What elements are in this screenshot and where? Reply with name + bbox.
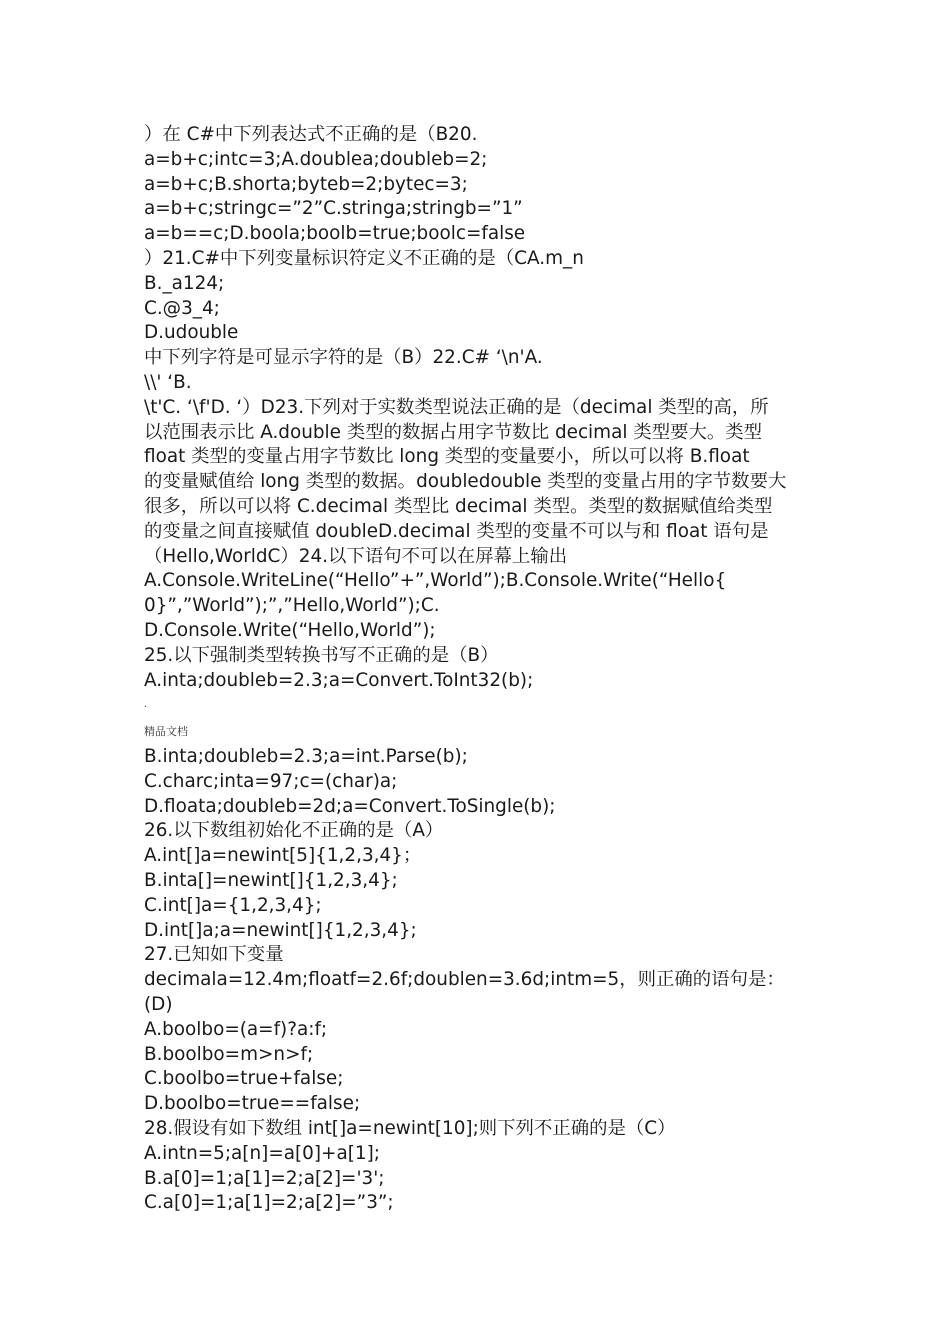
page-break-dot: .: [144, 699, 148, 710]
text-line: a=b+c;stringc=”2”C.stringa;stringb=”1”: [144, 198, 523, 220]
text-line: (D): [144, 993, 173, 1015]
text-line: C.a[0]=1;a[1]=2;a[2]=”3”;: [144, 1192, 394, 1214]
text-line: D.Console.Write(“Hello,World”);: [144, 619, 436, 641]
text-line: D.int[]a;a=newint[]{1,2,3,4};: [144, 919, 417, 941]
text-line: B.inta[]=newint[]{1,2,3,4};: [144, 869, 398, 891]
text-line: 26.以下数组初始化不正确的是（A）: [144, 820, 444, 842]
text-line: \t'C. ‘\f'D. ‘）D23.下列对于实数类型说法正确的是（decimal 类型的高，所: [144, 396, 769, 418]
text-line: \\' ‘B.: [144, 371, 192, 393]
text-line: A.int[]a=newint[5]{1,2,3,4}；: [144, 845, 422, 867]
text-line: 27.已知如下变量: [144, 944, 284, 966]
text-block-top: [144, 123, 816, 693]
text-line: A.Console.WriteLine(“Hello”+”,World”);B.Console.Write(“Hello{: [144, 570, 727, 592]
text-line: A.boolbo=(a=f)?a:f;: [144, 1018, 328, 1040]
text-line: 0}”,”World”);”,”Hello,World”);C.: [144, 595, 440, 617]
text-line: 很多，所以可以将 C.decimal 类型比 decimal 类型。类型的数据赋值给类型: [144, 495, 773, 517]
text-line: D.udouble: [144, 322, 239, 344]
text-line: B.a[0]=1;a[1]=2;a[2]='3';: [144, 1167, 385, 1189]
text-line: a=b+c;B.shorta;byteb=2;bytec=3;: [144, 173, 468, 195]
text-line: 的变量赋值给 long 类型的数据。doubledouble 类型的变量占用的字节数要大: [144, 471, 787, 493]
text-line: D.boolbo=true==false;: [144, 1093, 361, 1115]
text-line: C.charc;inta=97;c=(char)a;: [144, 770, 398, 792]
text-line: B._a124;: [144, 272, 225, 294]
text-line: 以范围表示比 A.double 类型的数据占用字节数比 decimal 类型要大。类型: [144, 421, 763, 443]
text-line: B.boolbo=m>n>f;: [144, 1043, 314, 1065]
text-line: B.inta;doubleb=2.3;a=int.Parse(b);: [144, 746, 468, 767]
text-line: C.boolbo=true+false;: [144, 1068, 344, 1090]
text-line: A.intn=5;a[n]=a[0]+a[1];: [144, 1142, 380, 1164]
text-line: 中下列字符是可显示字符的是（B）22.C# ‘\n'A.: [144, 347, 543, 369]
text-line: D.floata;doubleb=2d;a=Convert.ToSingle(b);: [144, 795, 556, 817]
text-line: ）在 C#中下列表达式不正确的是（B20.: [144, 124, 478, 145]
text-line: float 类型的变量占用字节数比 long 类型的变量要小，所以可以将 B.float: [144, 446, 750, 468]
text-line: 的变量之间直接赋值 doubleD.decimal 类型的变量不可以与和 float 语句是: [144, 520, 769, 542]
text-line: 28.假设有如下数组 int[]a=newint[10];则下列不正确的是（C）: [144, 1117, 676, 1139]
text-line: ）21.C#中下列变量标识符定义不正确的是（CA.m_n: [144, 247, 584, 269]
text-line: A.inta;doubleb=2.3;a=Convert.ToInt32(b);: [144, 669, 534, 691]
text-line: C.int[]a={1,2,3,4};: [144, 894, 322, 916]
watermark-label: 精品文档: [144, 725, 188, 738]
text-line: decimala=12.4m;floatf=2.6f;doublen=3.6d;intm=5，则正确的语句是：: [144, 969, 785, 991]
text-line: C.@3_4;: [144, 297, 220, 319]
text-line: 25.以下强制类型转换书写不正确的是（B）: [144, 644, 499, 666]
text-line: a=b+c;intc=3;A.doublea;doubleb=2;: [144, 148, 488, 170]
text-line: a=b==c;D.boola;boolb=true;boolc=false: [144, 223, 526, 245]
text-line: （Hello,WorldC）24.以下语句不可以在屏幕上输出: [144, 545, 568, 567]
text-block-bottom: [144, 745, 816, 1216]
